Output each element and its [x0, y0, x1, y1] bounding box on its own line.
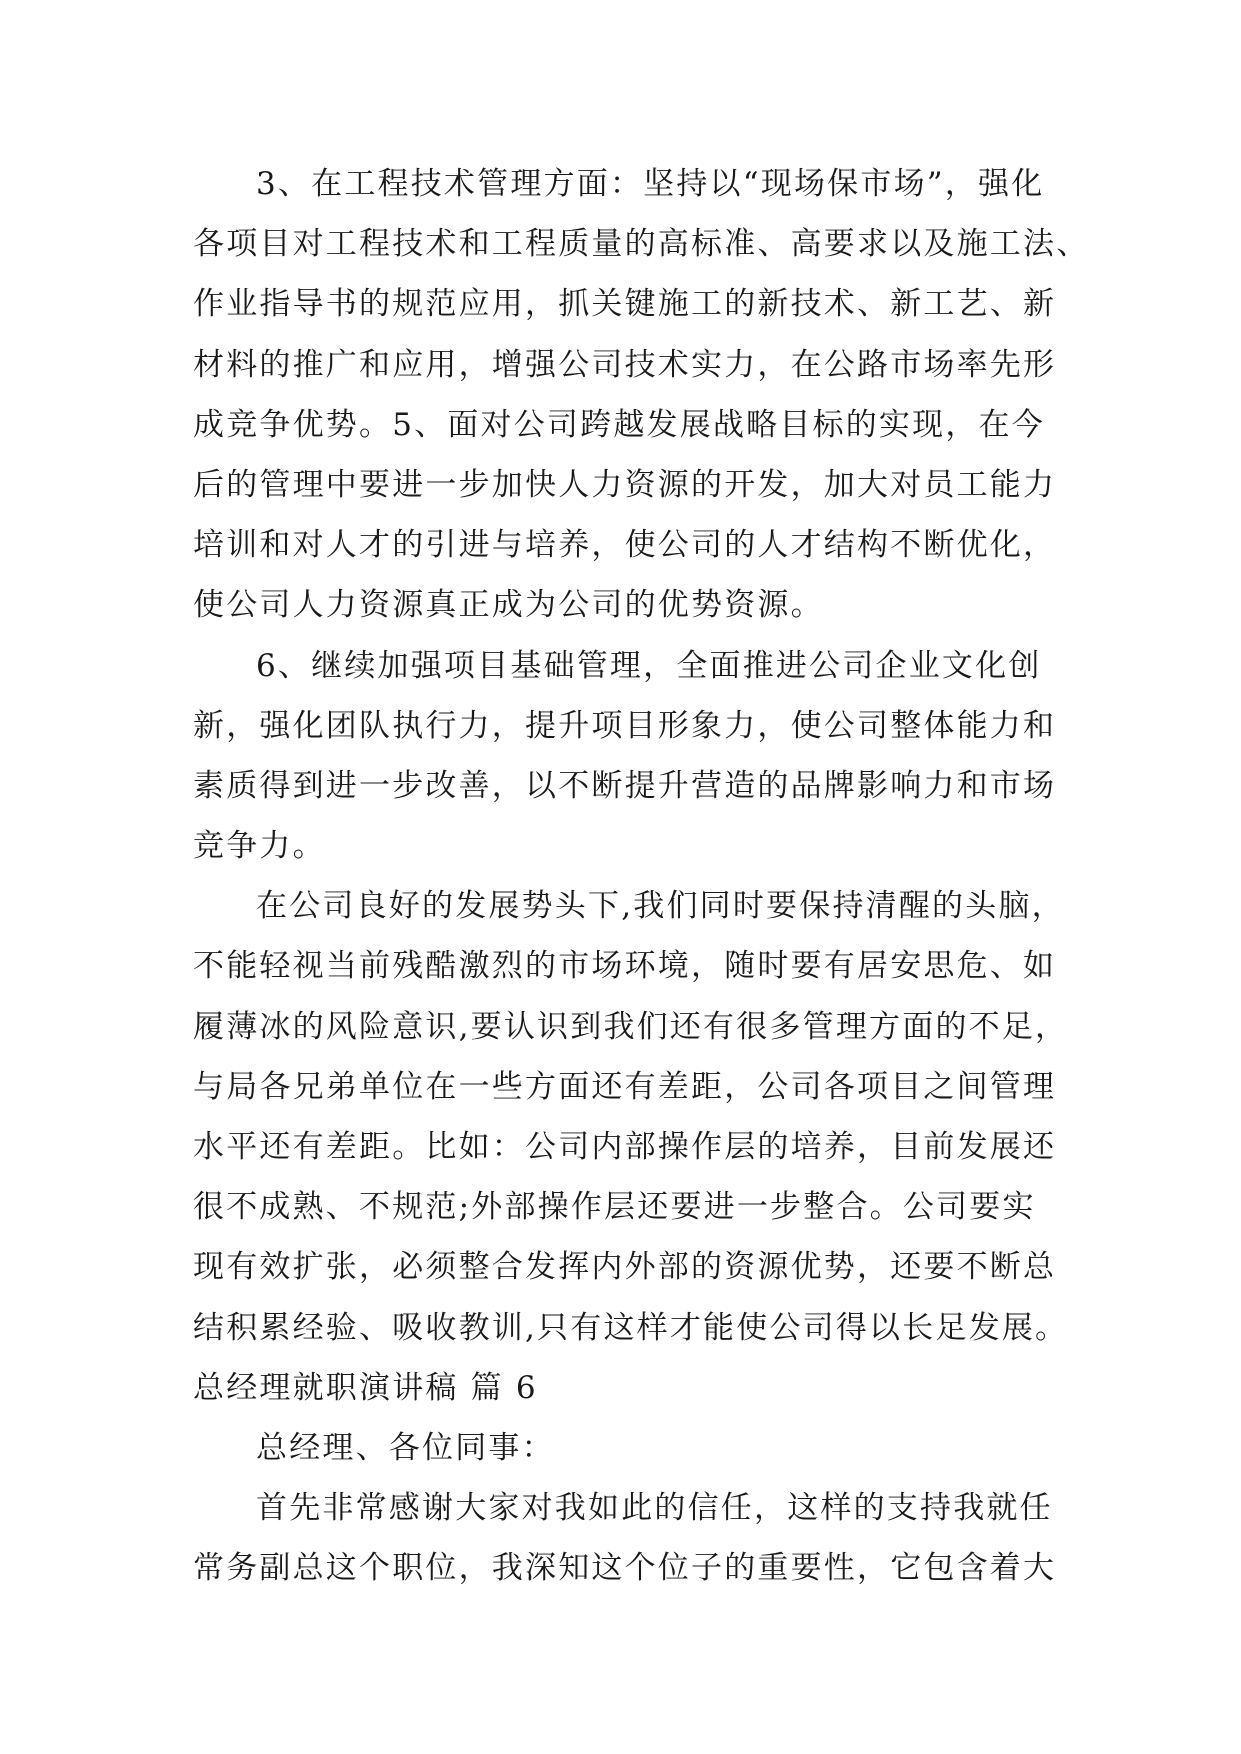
salutation-line: 总经理、各位同事： [256, 1429, 555, 1466]
paragraph-line: 首先非常感谢大家对我如此的信任，这样的支持我就任 [256, 1490, 1053, 1527]
paragraph-line: 常务副总这个职位，我深知这个位子的重要性，它包含着大 [193, 1550, 1057, 1587]
paragraph-line: 6、继续加强项目基础管理，全面推进公司企业文化创 [256, 647, 1042, 684]
paragraph-line: 作业指导书的规范应用，抓关键施工的新技术、新工艺、新 [193, 286, 1057, 323]
document-body [193, 154, 1090, 1599]
paragraph-line: 结积累经验、吸收教训,只有这样才能使公司得以长足发展。 [193, 1309, 1069, 1346]
paragraph-line: 不能轻视当前残酷激烈的市场环境，随时要有居安思危、如 [193, 948, 1057, 985]
paragraph-line: 新，强化团队执行力，提升项目形象力，使公司整体能力和 [193, 707, 1057, 744]
paragraph-line: 材料的推广和应用，增强公司技术实力，在公路市场率先形 [193, 346, 1057, 383]
paragraph-line: 后的管理中要进一步加快人力资源的开发，加大对员工能力 [193, 466, 1057, 503]
paragraph-line: 竞争力。 [193, 828, 326, 865]
paragraph-line: 与局各兄弟单位在一些方面还有差距，公司各项目之间管理 [193, 1068, 1057, 1105]
paragraph-line: 各项目对工程技术和工程质量的高标准、高要求以及施工法、 [193, 226, 1090, 263]
paragraph-line: 成竞争优势。5、面对公司跨越发展战略目标的实现，在今 [193, 406, 1045, 443]
paragraph-line: 水平还有差距。比如：公司内部操作层的培养，目前发展还 [193, 1129, 1057, 1165]
paragraph-line: 很不成熟、不规范;外部操作层还要进一步整合。公司要实 [193, 1189, 1036, 1226]
paragraph-line: 履薄冰的风险意识,要认识到我们还有很多管理方面的不足， [193, 1008, 1069, 1045]
paragraph-line: 现有效扩张，必须整合发挥内外部的资源优势，还要不断总 [193, 1249, 1057, 1286]
paragraph-line: 3、在工程技术管理方面：坚持以“现场保市场”，强化 [256, 166, 1045, 202]
paragraph-line: 培训和对人才的引进与培养，使公司的人才结构不断优化， [193, 527, 1057, 564]
paragraph-line: 在公司良好的发展势头下,我们同时要保持清醒的头脑， [256, 888, 1065, 925]
paragraph-line: 使公司人力资源真正成为公司的优势资源。 [193, 587, 824, 624]
section-heading: 总经理就职演讲稿 篇 6 [193, 1369, 538, 1406]
paragraph-line: 素质得到进一步改善，以不断提升营造的品牌影响力和市场 [193, 767, 1057, 804]
